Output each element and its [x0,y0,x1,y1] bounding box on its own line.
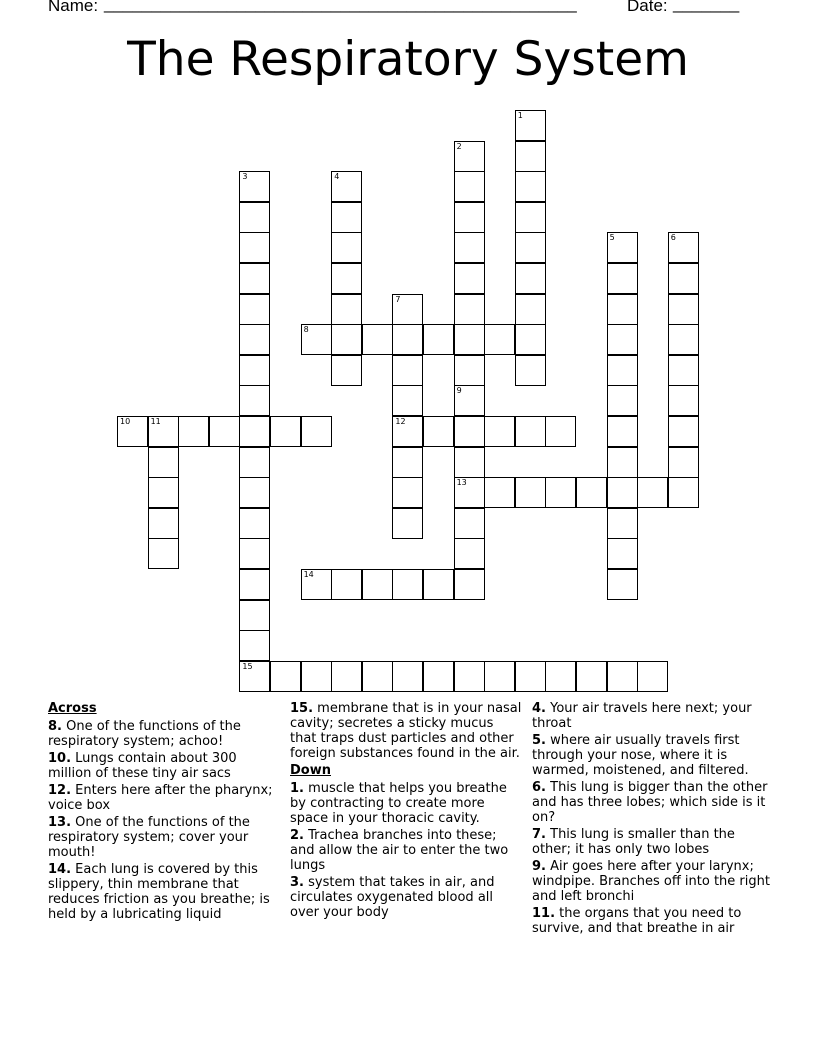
crossword-cell[interactable] [668,355,699,386]
crossword-cell[interactable] [148,477,179,508]
crossword-cell[interactable] [454,232,485,263]
crossword-cell[interactable] [607,355,638,386]
crossword-cell[interactable] [515,171,546,202]
clue-number: 1. [290,781,304,796]
crossword-cell[interactable] [668,416,699,447]
clue-text: One of the functions of the respiratory system; cover your mouth! [48,815,250,860]
clue-text: system that takes in air, and circulates oxygenated blood all over your body [290,875,495,920]
crossword-cell[interactable] [454,508,485,539]
crossword-cell[interactable] [454,661,485,692]
clue-number: 14. [48,862,72,877]
clue-text: Lungs contain about 300 million of these tiny air sacs [48,751,237,781]
crossword-cell[interactable] [545,661,576,692]
crossword-cell[interactable] [392,385,423,416]
crossword-cell[interactable] [331,661,362,692]
crossword-cell[interactable] [209,416,240,447]
crossword-cell[interactable] [454,202,485,233]
clue-text: One of the functions of the respiratory system; achoo! [48,719,241,749]
cell-number: 14 [303,570,314,579]
crossword-cell[interactable] [668,324,699,355]
crossword-cell[interactable] [515,263,546,294]
crossword-cell[interactable] [392,355,423,386]
crossword-cell[interactable] [454,324,485,355]
crossword-cell[interactable] [607,477,638,508]
crossword-cell[interactable] [239,538,270,569]
crossword-cell[interactable] [607,263,638,294]
crossword-cell[interactable] [392,661,423,692]
clue-text: Trachea branches into these; and allow the air to enter the two lungs [290,828,509,873]
crossword-cell[interactable] [301,569,332,600]
down-heading: Down [290,763,331,778]
clue-number: 10. [48,751,72,766]
crossword-cell[interactable] [607,538,638,569]
clue-down-2 [290,828,522,873]
crossword-cell[interactable] [545,416,576,447]
crossword-cell[interactable] [515,477,546,508]
crossword-cell[interactable] [454,385,485,416]
cell-number: 8 [303,325,309,335]
crossword-cell[interactable] [515,141,546,172]
cell-number: 2 [456,141,462,151]
crossword-cell[interactable] [637,661,668,692]
date-line[interactable]: _______ [673,0,740,13]
crossword-cell[interactable] [515,294,546,325]
crossword-cell[interactable] [239,569,270,600]
crossword-cell[interactable] [239,232,270,263]
clue-across-13 [48,815,280,860]
crossword-cell[interactable] [454,171,485,202]
cell-number: 12 [395,417,406,426]
clue-text: This lung is bigger than the other and has three lobes; which side is it on? [532,780,768,825]
crossword-cell[interactable] [239,508,270,539]
clue-text: Enters here after the pharynx; voice box [48,783,273,813]
crossword-cell[interactable] [454,263,485,294]
crossword-cell[interactable] [178,416,209,447]
crossword-cell[interactable] [117,416,148,447]
crossword-cell[interactable] [668,263,699,294]
crossword-cell[interactable] [515,416,546,447]
crossword-cell[interactable] [301,416,332,447]
crossword-cell[interactable] [423,569,454,600]
crossword-cell[interactable] [545,477,576,508]
clue-number: 5. [532,733,546,748]
crossword-cell[interactable] [270,416,301,447]
clue-down-4 [532,701,772,731]
crossword-cell[interactable] [484,416,515,447]
clue-text: muscle that helps you breathe by contracting to create more space in your thoracic cavity. [290,781,507,826]
crossword-cell[interactable] [668,232,699,263]
crossword-cell[interactable] [239,416,270,447]
clue-number: 6. [532,780,546,795]
crossword-cell[interactable] [239,385,270,416]
clue-text: This lung is smaller than the other; it has only two lobes [532,827,735,857]
crossword-cell[interactable] [454,447,485,478]
clue-number: 3. [290,875,304,890]
cell-number: 13 [456,478,467,488]
clue-text: Your air travels here next; your throat [532,701,752,731]
clue-down-3 [290,875,522,920]
crossword-cell[interactable] [484,324,515,355]
crossword-cell[interactable] [607,447,638,478]
crossword-cell[interactable] [392,324,423,355]
clue-down-11 [532,906,772,936]
crossword-cell[interactable] [607,569,638,600]
crossword-cell[interactable] [239,661,270,692]
crossword-cell[interactable] [454,569,485,600]
crossword-cell[interactable] [148,538,179,569]
cell-number: 4 [334,172,340,182]
crossword-cell[interactable] [392,508,423,539]
across-heading: Across [48,701,97,716]
crossword-cell[interactable] [607,294,638,325]
crossword-cell[interactable] [239,355,270,386]
cell-number: 6 [670,233,676,243]
crossword-cell[interactable] [515,232,546,263]
crossword-cell[interactable] [301,324,332,355]
crossword-cell[interactable] [239,630,270,661]
clues-column-1 [48,701,280,924]
crossword-cell[interactable] [576,661,607,692]
name-label: Name: [48,0,99,15]
crossword-cell[interactable] [239,324,270,355]
crossword-cell[interactable] [484,661,515,692]
crossword-cell[interactable] [239,171,270,202]
clue-number: 7. [532,827,546,842]
cell-number: 11 [150,417,161,426]
crossword-cell[interactable] [423,324,454,355]
crossword-cell[interactable] [607,385,638,416]
crossword-cell[interactable] [239,600,270,631]
cell-number: 5 [609,233,615,243]
crossword-cell[interactable] [392,416,423,447]
crossword-cell[interactable] [331,324,362,355]
crossword-cell[interactable] [331,232,362,263]
crossword-cell[interactable] [607,416,638,447]
clue-across-14 [48,862,280,922]
clue-text: Air goes here after your larynx; windpipe. Branches off into the right and left bronchi [532,859,770,904]
clues-column-2 [290,701,522,922]
name-line[interactable]: __________________________________________________ [104,0,577,13]
page-title: The Respiratory System [127,32,689,87]
crossword-cell[interactable] [454,141,485,172]
clue-down-5 [532,733,772,778]
clue-down-1 [290,781,522,826]
crossword-cell[interactable] [392,569,423,600]
crossword-cell[interactable] [607,508,638,539]
crossword-cell[interactable] [148,447,179,478]
crossword-cell[interactable] [423,661,454,692]
clue-number: 2. [290,828,304,843]
crossword-cell[interactable] [239,202,270,233]
crossword-cell[interactable] [331,569,362,600]
clue-text: where air usually travels first through your nose, where it is warmed, moistened, and filtered. [532,733,749,778]
crossword-cell[interactable] [239,477,270,508]
clue-number: 8. [48,719,62,734]
crossword-cell[interactable] [668,385,699,416]
clue-number: 13. [48,815,72,830]
crossword-cell[interactable] [515,202,546,233]
crossword-cell[interactable] [454,416,485,447]
crossword-cell[interactable] [239,294,270,325]
clue-number: 4. [532,701,546,716]
cell-number: 1 [517,111,523,120]
clue-number: 15. [290,701,314,716]
crossword-cell[interactable] [331,171,362,202]
clue-across-10 [48,751,280,781]
crossword-cell[interactable] [515,110,546,141]
date-label: Date: [627,0,668,15]
crossword-cell[interactable] [270,661,301,692]
crossword-cell[interactable] [362,569,393,600]
clue-across-12 [48,783,280,813]
clue-down-7 [532,827,772,857]
cell-number: 15 [242,661,253,671]
clue-down-9 [532,859,772,904]
clue-across-15 [290,701,522,761]
cell-number: 7 [395,294,401,304]
crossword-cell[interactable] [392,477,423,508]
crossword-cell[interactable] [668,447,699,478]
cell-number: 10 [120,417,131,426]
crossword-cell[interactable] [331,355,362,386]
clue-text: the organs that you need to survive, and that breathe in air [532,906,742,936]
crossword-cell[interactable] [331,294,362,325]
clue-down-6 [532,780,772,825]
crossword-cell[interactable] [515,355,546,386]
crossword-cell[interactable] [331,202,362,233]
crossword-cell[interactable] [239,447,270,478]
crossword-cell[interactable] [607,232,638,263]
clue-number: 11. [532,906,556,921]
crossword-cell[interactable] [668,477,699,508]
crossword-cell[interactable] [454,294,485,325]
crossword-cell[interactable] [454,355,485,386]
clue-text: membrane that is in your nasal cavity; secretes a sticky mucus that traps dust particles and other foreign substances found in the air. [290,701,522,761]
crossword-cell[interactable] [331,263,362,294]
crossword-cell[interactable] [362,661,393,692]
crossword-cell[interactable] [301,661,332,692]
clues-column-3 [532,701,772,938]
clue-across-8 [48,719,280,749]
crossword-cell[interactable] [148,416,179,447]
crossword-cell[interactable] [423,416,454,447]
cell-number: 3 [242,172,248,182]
crossword-cell[interactable] [607,324,638,355]
crossword-cell[interactable] [607,661,638,692]
crossword-cell[interactable] [392,447,423,478]
clue-text: Each lung is covered by this slippery, thin membrane that reduces friction as you breathe; is held by a lubricating liquid [48,862,270,922]
crossword-cell[interactable] [239,263,270,294]
crossword-cell[interactable] [637,477,668,508]
crossword-cell[interactable] [515,324,546,355]
crossword-cell[interactable] [454,538,485,569]
clue-number: 12. [48,783,72,798]
crossword-cell[interactable] [362,324,393,355]
crossword-cell[interactable] [392,294,423,325]
crossword-cell[interactable] [454,477,485,508]
crossword-cell[interactable] [576,477,607,508]
crossword-cell[interactable] [148,508,179,539]
crossword-cell[interactable] [515,661,546,692]
clue-number: 9. [532,859,546,874]
cell-number: 9 [456,386,462,396]
crossword-cell[interactable] [484,477,515,508]
crossword-cell[interactable] [668,294,699,325]
